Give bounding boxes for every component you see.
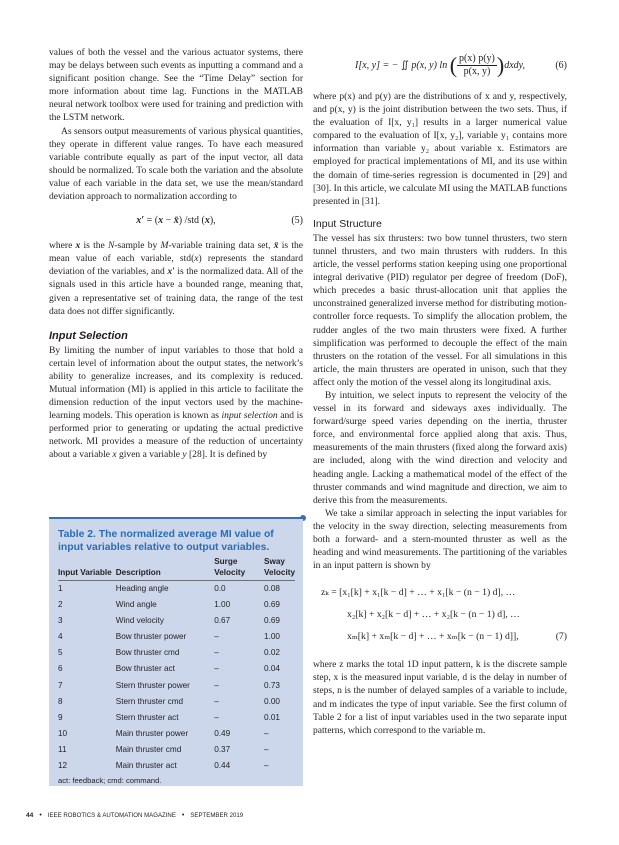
equation-6: I[x, y] = − ∬ p(x, y) ln ( $\frac{p(x) p(y)}{p(x, y)}$ )dxdy, (6)	[313, 46, 567, 86]
cell-sway: 0.01	[264, 712, 280, 722]
cell-desc: Stern thruster cmd	[115, 696, 184, 706]
paragraph-surge-inputs: By intuition, we select inputs to represent the velocity of the vessel in its forward and sideways axes individually. The forward/surge speed varies depending on the inertia, thruster force, and environmental force applied along that axis. Thus, measurements of the main thrusters (fixed along the forward axis) are included, along with the wind direction and velocity and heading angle. Lacking a mathematical model of the effect of the thruster commands and wind magnitude and direction, we aim to derive this from the measurements.	[313, 389, 567, 506]
section-heading-input-selection: Input Selection	[49, 329, 128, 342]
table-row	[58, 645, 295, 661]
double-integral-symbol: ∬	[400, 60, 409, 71]
cell-desc: Wind velocity	[115, 616, 164, 626]
table-title: Table 2. The normalized average MI value of input variables relative to output variables.	[58, 529, 274, 553]
cell-var: 1	[58, 584, 63, 593]
table-row	[58, 678, 295, 694]
cell-desc: Main thruster power	[115, 728, 189, 738]
cell-surge: 0.0	[214, 584, 226, 593]
cell-surge: 0.49	[214, 728, 231, 738]
cell-surge: –	[214, 664, 219, 674]
cell-sway: 0.69	[264, 600, 280, 610]
cell-surge: –	[214, 712, 219, 722]
cell-var: 3	[58, 616, 63, 626]
paragraph-normalization: As sensors output measurements of various physical quantities, they operate in different value ranges. To have each measured variable contribute equally as part of the input vector, all data should be normalized. To scale both the variation and the absolute value of each variable in the data set, we use the mean/standard deviation approach to normalization according to	[49, 125, 303, 203]
header-input-variable: Input Variable	[58, 557, 116, 581]
table-row	[58, 694, 295, 710]
cell-sway: –	[264, 728, 269, 738]
cell-var: 11	[58, 744, 67, 754]
cell-sway: –	[264, 761, 269, 771]
mi-table	[58, 557, 295, 774]
fraction: $\frac{p(x) p(y)}{p(x, y)}$	[459, 53, 495, 78]
cell-var: 5	[58, 648, 63, 658]
page-footer	[26, 812, 243, 819]
cell-sway: 1.00	[264, 632, 280, 642]
left-column	[49, 46, 303, 462]
paragraph-input-pattern-definition: where z marks the total 1D input pattern, k is the discrete sample step, x is the measured input variable, d is the delay in number of steps, n is the number of delayed samples of a variable to include, and m indicates the type of input variable. See the first column of Table 2 for a list of input variables used in the two separate input patterns, which correspond to the variable m.	[313, 659, 567, 736]
cell-desc: Stern thruster act	[115, 712, 179, 722]
cell-sway: 0.73	[264, 680, 280, 690]
table-row	[58, 613, 295, 629]
cell-desc: Wind angle	[115, 600, 157, 610]
cell-var: 8	[58, 696, 63, 706]
table-row	[58, 726, 295, 742]
table-row	[58, 629, 295, 645]
cell-var: 2	[58, 600, 63, 610]
equation-7-line-1: zₖ = [x₁[k] + x₁[k − d] + … + x₁[k − (n − 1) d], …	[321, 587, 516, 599]
cell-sway: 0.08	[264, 584, 280, 593]
cell-sway: 0.04	[264, 664, 280, 674]
cell-desc: Bow thruster power	[115, 632, 187, 642]
cell-sway: –	[264, 744, 269, 754]
equation-7-line-3: xₘ[k] + xₘ[k − d] + … + xₘ[k − (n − 1) d]], (7)	[313, 626, 567, 648]
paragraph-mi-explanation: where p(x) and p(y) are the distributions of x and y, respectively, and p(x, y) is the joint distribution between the two sets. Thus, if the evaluation of I[x, y₁] results in a larger numerical value compared to the evaluation of I[x, y₂], variable y₁ contains more information than variable y₂ about variable x. Estimators are employed for practical implementations of MI, and its use within the domain of time-series regression is documented in [29] and [30]. In this article, we calculate MI using the MATLAB functions presented in [31].	[313, 91, 567, 207]
cell-var: 6	[58, 664, 63, 674]
paragraph-normalization-explanation: where x is the N-sample by M-variable training data set, x̄ is the mean value of each variable, std(x) represents the standard deviation of the variables, and x′ is the normalized data. All of the signals used in this article have a bounded range, meaning that, given a representative set of training data, the range of the test data does not differ significantly.	[49, 240, 304, 317]
publication-name: IEEE ROBOTICS & AUTOMATION MAGAZINE	[47, 812, 176, 819]
cell-surge: 0.67	[214, 616, 231, 626]
table-row	[58, 597, 295, 613]
cell-var: 7	[58, 680, 63, 690]
cell-desc: Bow thruster act	[115, 664, 175, 674]
cell-desc: Stern thruster power	[115, 680, 190, 690]
section-heading-input-structure: Input Structure	[313, 217, 382, 230]
cell-var: 10	[58, 728, 68, 738]
cell-sway: 0.02	[264, 648, 280, 658]
table-row	[58, 661, 295, 677]
table-row	[58, 758, 295, 774]
page-number: 44	[26, 812, 34, 819]
table-2	[49, 519, 303, 786]
table-row	[58, 710, 295, 726]
cell-surge: –	[214, 632, 219, 642]
table-row	[58, 742, 295, 758]
paragraph-thrusters: The vessel has six thrusters: two bow tunnel thrusters, two stern tunnel thrusters, and two main thrusters with rudders. In this article, the vessel performs station keeping using one proportional integral derivative (PID) regulator per degree of freedom (DoF), which precedes a basic thrust-allocation unit that applies the unconstrained generalized inverse method for distributing motion-controller force requests. To simplify the allocation problem, the rudder angles of the two main thrusters were fixed. A further simplification was performed to decouple the effect of the main thrusters on the rotation of the vessel. For all simulations in this article, the main thrusters are operated in unison, such that they affect only the motion of the vessel along its longitudinal axis.	[313, 232, 567, 388]
cell-surge: –	[214, 696, 219, 706]
equation-number: (6)	[555, 60, 567, 71]
right-column	[313, 46, 567, 737]
cell-surge: 1.00	[214, 600, 231, 610]
cell-surge: –	[214, 648, 219, 658]
header-description: Description	[116, 557, 214, 581]
cell-var: 4	[58, 632, 63, 642]
cell-var: 9	[58, 712, 63, 722]
cell-surge: 0.44	[214, 761, 231, 771]
bullet-separator: •	[181, 812, 185, 819]
cell-surge: –	[214, 680, 219, 690]
header-surge-velocity: Surge Velocity	[214, 557, 264, 581]
table-header-row	[58, 557, 295, 581]
cell-sway: 0.69	[264, 616, 280, 626]
equation-5: x′ = (x − x̄) /std (x), (5)	[136, 215, 303, 227]
publication-date: SEPTEMBER 2019	[190, 812, 244, 819]
table-footnote: act: feedback; cmd: command.	[58, 776, 162, 786]
cell-desc: Main thruster act	[115, 761, 177, 771]
cell-sway: 0.00	[264, 696, 280, 706]
equation-number: (5)	[291, 215, 303, 227]
equation-7	[313, 582, 567, 648]
paragraph-input-selection: By limiting the number of input variables to those that hold a certain level of information about the output states, the network’s ability to generalize increases, and its complexity is reduced. Mutual information (MI) is applied in this article to facilitate the dimension reduction of the input vectors used by the machine-learning models. This operation is known as input selection and is performed prior to generating or updating the actual predictive network. MI provides a measure of the reduction of uncertainty about a variable x given a variable y [28]. It is defined by	[49, 344, 303, 461]
paragraph-sway-inputs: We take a similar approach in selecting the input variables for the velocity in the sway direction, selecting measurements from both a forward- and a stern-mounted thruster as well as the heading and wind measurements. The partitioning of the variables in an input pattern is shown by	[313, 507, 567, 572]
cell-desc: Heading angle	[115, 584, 169, 593]
paragraph-lstm-delay: values of both the vessel and the various actuator systems, there may be delays between such events as inputting a command and a significant position change. See the “Time Delay” section for more information about time lag. Functions in the MATLAB neural network toolbox were used for training and prediction with the LSTM network.	[49, 47, 303, 124]
table-row	[58, 581, 295, 598]
equation-7-line-2: x₂[k] + x₂[k − d] + … + x₂[k − (n − 1) d], …	[347, 609, 520, 621]
cell-desc: Main thruster cmd	[115, 744, 182, 754]
cell-var: 12	[58, 761, 68, 771]
equation-number: (7)	[555, 631, 567, 643]
bullet-separator: •	[39, 812, 42, 819]
header-sway-velocity: Sway Velocity	[264, 557, 295, 581]
cell-surge: 0.37	[214, 744, 231, 754]
cell-desc: Bow thruster cmd	[115, 648, 180, 658]
